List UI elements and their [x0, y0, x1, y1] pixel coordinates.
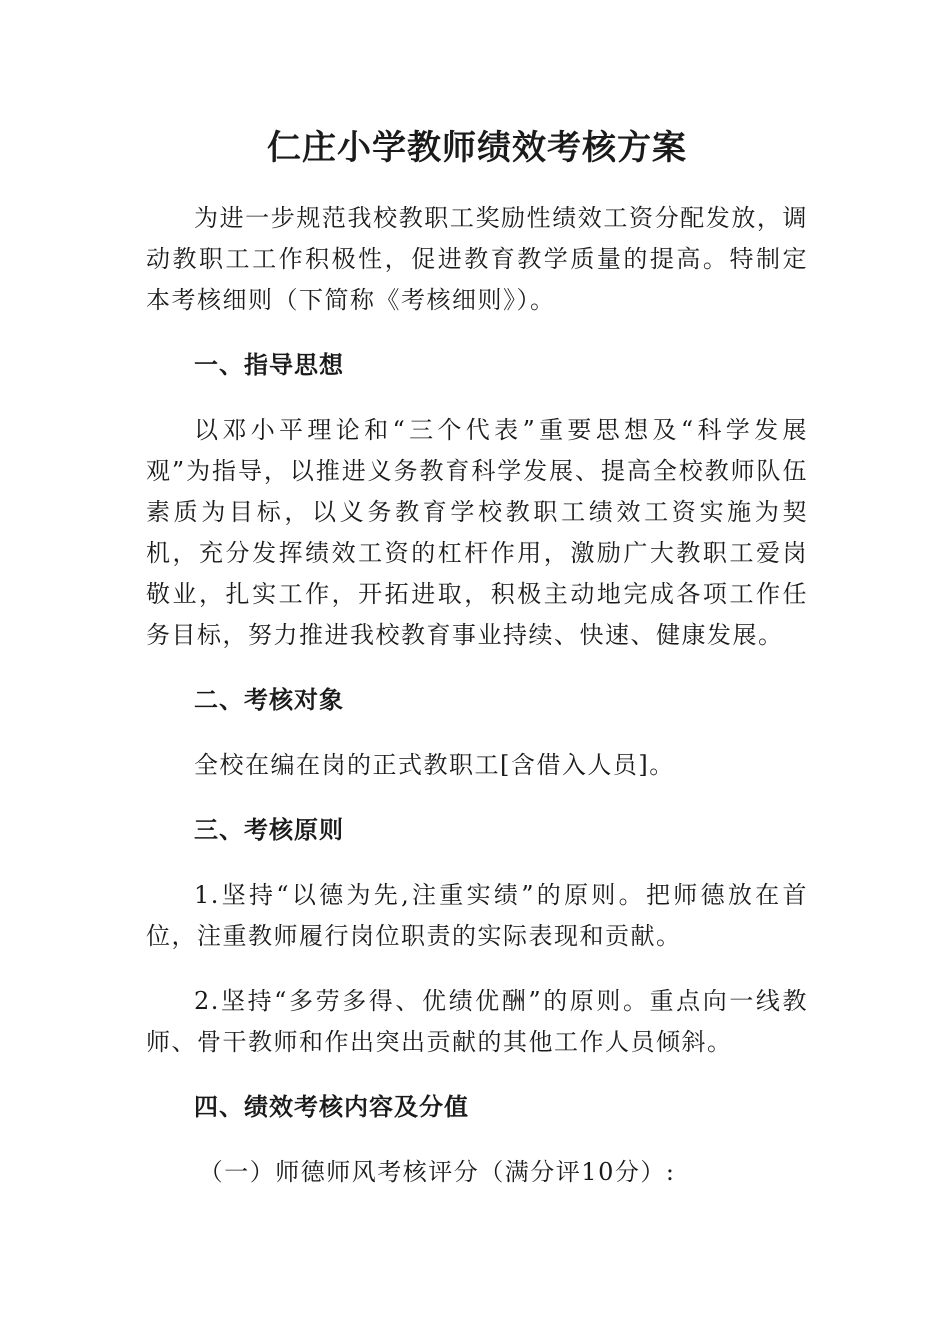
section-heading-guiding-ideology: 一、指导思想 — [194, 351, 344, 379]
document-title: 仁庄小学教师绩效考核方案 — [267, 128, 687, 168]
section-heading-performance-content: 四、绩效考核内容及分值 — [194, 1093, 469, 1121]
section-heading-assessment-principles: 三、考核原则 — [194, 816, 344, 844]
section-heading-assessment-targets: 二、考核对象 — [194, 686, 344, 714]
principle-item-2: 2.坚持“多劳多得、优绩优酬”的原则。重点向一线教师、骨干教师和作出突出贡献的其他工作人员倾斜。 — [146, 987, 808, 1056]
intro-paragraph: 为进一步规范我校教职工奖励性绩效工资分配发放，调动教职工工作积极性，促进教育教学质量的提高。特制定本考核细则（下简称《考核细则》）。 — [146, 204, 808, 314]
section-paragraph-guiding-ideology: 以邓小平理论和“三个代表”重要思想及“科学发展观”为指导，以推进义务教育科学发展、提高全校教师队伍素质为目标，以义务教育学校教职工绩效工资实施为契机，充分发挥绩效工资的杠杆作用，激励广大教职工爱岗敬业，扎实工作，开拓进取，积极主动地完成各项工作任务目标，努力推进我校教育事业持续、快速、健康发展。 — [146, 416, 808, 649]
document-page — [146, 118, 808, 1193]
principle-item-1: 1.坚持“以德为先,注重实绩”的原则。把师德放在首位，注重教师履行岗位职责的实际表现和贡献。 — [146, 881, 808, 950]
sub-heading-ethics-score: （一）师德师风考核评分（满分评10分）: — [198, 1158, 676, 1186]
section-paragraph-assessment-targets: 全校在编在岗的正式教职工[含借入人员]。 — [194, 751, 675, 779]
